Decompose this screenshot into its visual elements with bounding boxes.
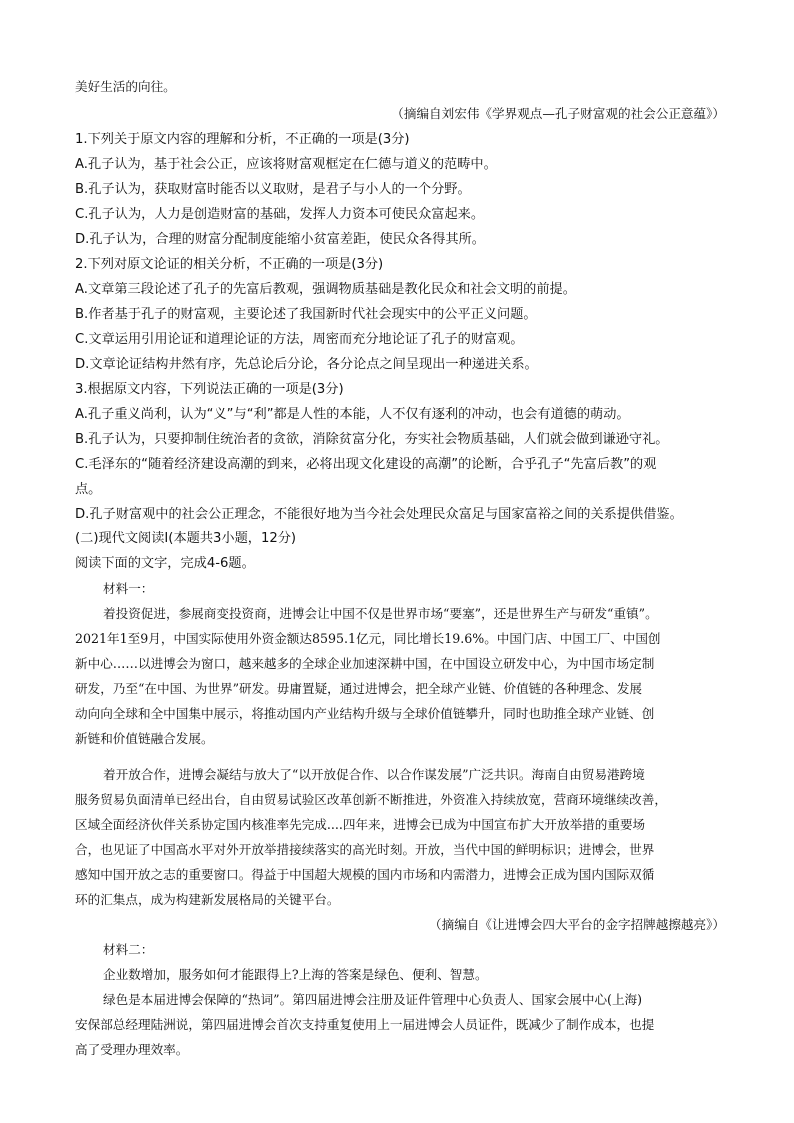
- question-1-option-a: A.孔子认为，基于社会公正，应该将财富观框定在仁德与道义的范畴中。: [75, 157, 497, 172]
- text-line: 美好生活的向往。: [75, 79, 176, 94]
- section-heading: (二)现代文阅读Ⅰ(本题共3小题，12分): [75, 531, 297, 546]
- question-2-option-b: B.作者基于孔子的财富观，主要论述了我国新时代社会现实中的公平正义问题。: [75, 307, 537, 322]
- question-3-option-b: B.孔子认为，只要抑制住统治者的贪欲，消除贫富分化，夯实社会物质基础，人们就会做到谦逊守礼。: [75, 432, 669, 447]
- material-2-paragraph-line: 绿色是本届进博会保障的“热词”。第四届进博会注册及证件管理中心负责人、国家会展中心(上海): [103, 992, 643, 1007]
- question-3-option-a: A.孔子重义尚利，认为“义”与“利”都是人性的本能，人不仅有逐利的冲动，也会有道德的萌动。: [75, 407, 630, 422]
- source-citation: （摘编自《让进博会四大平台的金字招牌越擦越亮》）: [429, 917, 725, 932]
- question-2-option-a: A.文章第三段论述了孔子的先富后教观，强调物质基础是教化民众和社会文明的前提。: [75, 282, 576, 297]
- material-1-paragraph-line: 服务贸易负面清单已经出台，自由贸易试验区改革创新不断推进，外资准入持续放宽，营商环境继续改善，: [75, 792, 667, 807]
- question-1-option-c: C.孔子认为，人力是创造财富的基础，发挥人力资本可使民众富起来。: [75, 207, 485, 222]
- question-3-option-c-cont: 点。: [75, 482, 102, 497]
- question-3-option-c: C.毛泽东的“随着经济建设高潮的到来，必将出现文化建设的高潮”的论断，合乎孔子“先富后教”的观: [75, 457, 657, 472]
- material-2-label: 材料二：: [103, 942, 154, 957]
- material-1-paragraph-line: 环的汇集点，成为构建新发展格局的关键平台。: [75, 892, 340, 907]
- question-3-option-d: D.孔子财富观中的社会公正理念，不能很好地为当今社会处理民众富足与国家富裕之间的关系提供借鉴。: [75, 507, 683, 522]
- question-2-option-c: C.文章运用引用论证和道理论证的方法，周密而充分地论证了孔子的财富观。: [75, 332, 524, 347]
- question-1-option-d: D.孔子认为，合理的财富分配制度能缩小贫富差距，使民众各得其所。: [75, 232, 485, 247]
- reading-instruction: 阅读下面的文字，完成4-6题。: [75, 556, 255, 571]
- material-1-paragraph-line: 着开放合作，进博会凝结与放大了“以开放促合作、以合作谋发展”广泛共识。海南自由贸易港跨境: [103, 767, 645, 782]
- material-1-label: 材料一：: [103, 581, 154, 596]
- material-1-paragraph-line: 合，也见证了中国高水平对外开放举措接续落实的高光时刻。开放，当代中国的鲜明标识；进博会，世界: [75, 842, 655, 857]
- material-1-paragraph-line: 区域全面经济伙伴关系协定国内核准率先完成....四年来，进博会已成为中国宣布扩大开放举措的重要场: [75, 817, 646, 832]
- material-1-paragraph-line: 研发，乃至“在中国、为世界”研发。毋庸置疑，通过进博会，把全球产业链、价值链的各种理念、发展: [75, 681, 643, 696]
- material-1-paragraph-line: 新链和价值链融合发展。: [75, 731, 214, 746]
- material-1-paragraph-line: 着投资促进，参展商变投资商，进博会让中国不仅是世界市场“要塞”，还是世界生产与研发“重镇”。: [103, 606, 658, 621]
- material-1-paragraph-line: 动向向全球和全中国集中展示，将推动国内产业结构升级与全球价值链攀升，同时也助推全球产业链、创: [75, 706, 655, 721]
- material-2-paragraph-line: 安保部总经理陆洲说，第四届进博会首次支持重复使用上一届进博会人员证件，既减少了制作成本，也提: [75, 1017, 655, 1032]
- material-1-paragraph-line: 新中心……以进博会为窗口，越来越多的全球企业加速深耕中国，在中国设立研发中心，为中国市场定制: [75, 656, 655, 671]
- question-1-option-b: B.孔子认为，获取财富时能否以义取财，是君子与小人的一个分野。: [75, 182, 471, 197]
- material-1-paragraph-line: 2021年1至9月，中国实际使用外资金额达8595.1亿元，同比增长19.6%。中国门店、中国工厂、中国创: [75, 631, 661, 646]
- material-2-paragraph-line: 高了受理办理效率。: [75, 1042, 189, 1057]
- question-2-option-d: D.文章论证结构井然有序，先总论后分论，各分论点之间呈现出一种递进关系。: [75, 357, 538, 372]
- question-2-stem: 2.下列对原文论证的相关分析，不正确的一项是(3分): [75, 257, 384, 272]
- question-1-stem: 1.下列关于原文内容的理解和分析，不正确的一项是(3分): [75, 132, 410, 147]
- material-1-paragraph-line: 感知中国开放之志的重要窗口。得益于中国超大规模的国内市场和内需潜力，进博会正成为国内国际双循: [75, 867, 655, 882]
- material-2-paragraph-line: 企业数增加，服务如何才能跟得上?上海的答案是绿色、便利、智慧。: [103, 967, 488, 982]
- source-citation: （摘编自刘宏伟《学界观点—孔子财富观的社会公正意蕴》）: [391, 106, 725, 121]
- question-3-stem: 3.根据原文内容，下列说法正确的一项是(3分): [75, 382, 344, 397]
